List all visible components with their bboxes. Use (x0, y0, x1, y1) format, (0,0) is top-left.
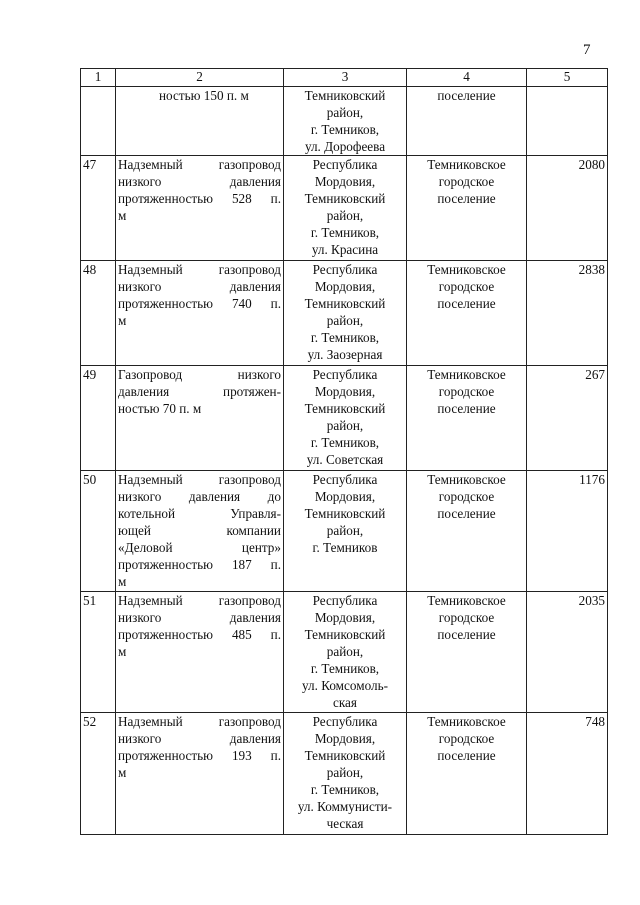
settlement-line: поселение (437, 401, 496, 416)
settlement-line: Темниковское (427, 367, 506, 382)
settlement-line: поселение (437, 748, 496, 763)
address-line: г. Темников, (310, 661, 380, 676)
object-name-line: протяженностью 187 п. (118, 557, 281, 572)
address-line: Республика (312, 472, 378, 487)
object-name-cell (116, 592, 284, 713)
address-line: район, (326, 208, 364, 223)
object-name-line: м (118, 765, 127, 780)
settlement-line: городское (438, 279, 495, 294)
column-number-row (81, 69, 608, 87)
continuation-name-cell (116, 87, 284, 156)
address-line: Темниковский (304, 191, 386, 206)
continuation-address-line: район, (326, 105, 364, 120)
settlement-line: Темниковское (427, 593, 506, 608)
settlement-line: Темниковское (427, 472, 506, 487)
continuation-settlement-cell (407, 87, 527, 156)
address-cell (284, 261, 407, 366)
table-row (81, 471, 608, 592)
value-cell: 267 (527, 366, 608, 471)
object-name-line: ностью 70 п. м (118, 401, 202, 416)
address-line: Темниковский (304, 296, 386, 311)
continuation-row (81, 87, 608, 156)
column-header-3: 3 (284, 69, 407, 87)
address-line: ул. Советская (306, 452, 384, 467)
settlement-cell (407, 713, 527, 835)
table-row (81, 366, 608, 471)
object-name-cell (116, 261, 284, 366)
address-line: Мордовия, (314, 384, 376, 399)
continuation-settlement-line: поселение (437, 88, 496, 103)
address-line: Темниковский (304, 627, 386, 642)
row-number-cell: 52 (81, 713, 116, 835)
address-line: г. Темников, (310, 225, 380, 240)
value-cell: 2838 (527, 261, 608, 366)
address-line: ская (333, 695, 357, 710)
settlement-cell (407, 156, 527, 261)
continuation-address-line: г. Темников, (310, 122, 380, 137)
settlement-line: Темниковское (427, 157, 506, 172)
address-line: Республика (312, 593, 378, 608)
settlement-line: городское (438, 174, 495, 189)
settlement-cell (407, 471, 527, 592)
object-name-line: «Деловой центр» (118, 540, 281, 555)
settlement-line: поселение (437, 191, 496, 206)
object-name-line: давления протяжен- (118, 384, 281, 399)
settlement-line: поселение (437, 506, 496, 521)
object-name-line: Надземный газопровод (118, 593, 281, 608)
settlement-line: поселение (437, 627, 496, 642)
address-line: Мордовия, (314, 489, 376, 504)
address-line: Темниковский (304, 401, 386, 416)
object-name-line: м (118, 574, 127, 589)
address-cell (284, 156, 407, 261)
object-name-cell (116, 156, 284, 261)
object-name-line: ющей компании (118, 523, 281, 538)
table-row (81, 156, 608, 261)
object-name-line: м (118, 208, 127, 223)
address-cell (284, 471, 407, 592)
address-line: район, (326, 644, 364, 659)
object-name-line: низкого давления до (118, 489, 281, 504)
value-cell: 1176 (527, 471, 608, 592)
address-line: Темниковский (304, 748, 386, 763)
address-line: ул. Заозерная (307, 347, 383, 362)
settlement-cell (407, 261, 527, 366)
object-name-line: Надземный газопровод (118, 472, 281, 487)
address-line: г. Темников, (310, 782, 380, 797)
address-line: ул. Коммунисти- (297, 799, 393, 814)
table-body (81, 156, 608, 835)
object-name-line: низкого давления (118, 279, 281, 294)
settlement-line: городское (438, 731, 495, 746)
table-row (81, 261, 608, 366)
table-row (81, 713, 608, 835)
address-line: г. Темников, (310, 435, 380, 450)
object-name-line: Надземный газопровод (118, 714, 281, 729)
object-name-line: низкого давления (118, 731, 281, 746)
address-line: ул. Красина (311, 242, 379, 257)
address-line: ул. Комсомоль- (302, 678, 388, 693)
object-name-line: котельной Управля- (118, 506, 281, 521)
address-line: район, (326, 523, 364, 538)
object-name-cell (116, 366, 284, 471)
column-header-1: 1 (81, 69, 116, 87)
value-cell: 2080 (527, 156, 608, 261)
address-line: Республика (312, 262, 378, 277)
object-name-cell (116, 713, 284, 835)
continuation-address-line: ул. Дорофеева (304, 139, 386, 154)
settlement-line: городское (438, 610, 495, 625)
row-number-cell: 48 (81, 261, 116, 366)
continuation-number-cell (81, 87, 116, 156)
object-name-line: протяженностью 740 п. (118, 296, 281, 311)
settlement-line: Темниковское (427, 262, 506, 277)
gas-pipeline-table (80, 68, 608, 835)
column-header-4: 4 (407, 69, 527, 87)
address-line: район, (326, 418, 364, 433)
page-number: 7 (583, 42, 591, 58)
settlement-cell (407, 592, 527, 713)
object-name-line: низкого давления (118, 174, 281, 189)
object-name-line: Надземный газопровод (118, 262, 281, 277)
object-name-line: м (118, 313, 127, 328)
settlement-line: городское (438, 384, 495, 399)
value-cell: 2035 (527, 592, 608, 713)
address-line: г. Темников, (310, 330, 380, 345)
table-row (81, 592, 608, 713)
object-name-line: Надземный газопровод (118, 157, 281, 172)
object-name-line: низкого давления (118, 610, 281, 625)
address-line: Мордовия, (314, 610, 376, 625)
address-cell (284, 366, 407, 471)
settlement-cell (407, 366, 527, 471)
address-line: Республика (312, 157, 378, 172)
row-number-cell: 51 (81, 592, 116, 713)
settlement-line: поселение (437, 296, 496, 311)
address-line: Мордовия, (314, 279, 376, 294)
address-line: район, (326, 313, 364, 328)
column-header-2: 2 (116, 69, 284, 87)
object-name-line: протяженностью 528 п. (118, 191, 281, 206)
continuation-value-cell (527, 87, 608, 156)
address-cell (284, 713, 407, 835)
continuation-address-cell (284, 87, 407, 156)
address-line: Мордовия, (314, 174, 376, 189)
address-line: Мордовия, (314, 731, 376, 746)
row-number-cell: 47 (81, 156, 116, 261)
object-name-line: протяженностью 485 п. (118, 627, 281, 642)
row-number-cell: 49 (81, 366, 116, 471)
continuation-name-line: ностью 150 п. м (159, 88, 249, 103)
object-name-cell (116, 471, 284, 592)
address-line: г. Темников (312, 540, 378, 555)
continuation-address-line: Темниковский (304, 88, 386, 103)
address-line: Темниковский (304, 506, 386, 521)
object-name-line: Газопровод низкого (118, 367, 281, 382)
address-line: ческая (326, 816, 364, 831)
object-name-line: протяженностью 193 п. (118, 748, 281, 763)
value-cell: 748 (527, 713, 608, 835)
settlement-line: городское (438, 489, 495, 504)
address-line: Республика (312, 367, 378, 382)
address-line: Республика (312, 714, 378, 729)
column-header-5: 5 (527, 69, 608, 87)
address-line: район, (326, 765, 364, 780)
row-number-cell: 50 (81, 471, 116, 592)
object-name-line: м (118, 644, 127, 659)
address-cell (284, 592, 407, 713)
settlement-line: Темниковское (427, 714, 506, 729)
